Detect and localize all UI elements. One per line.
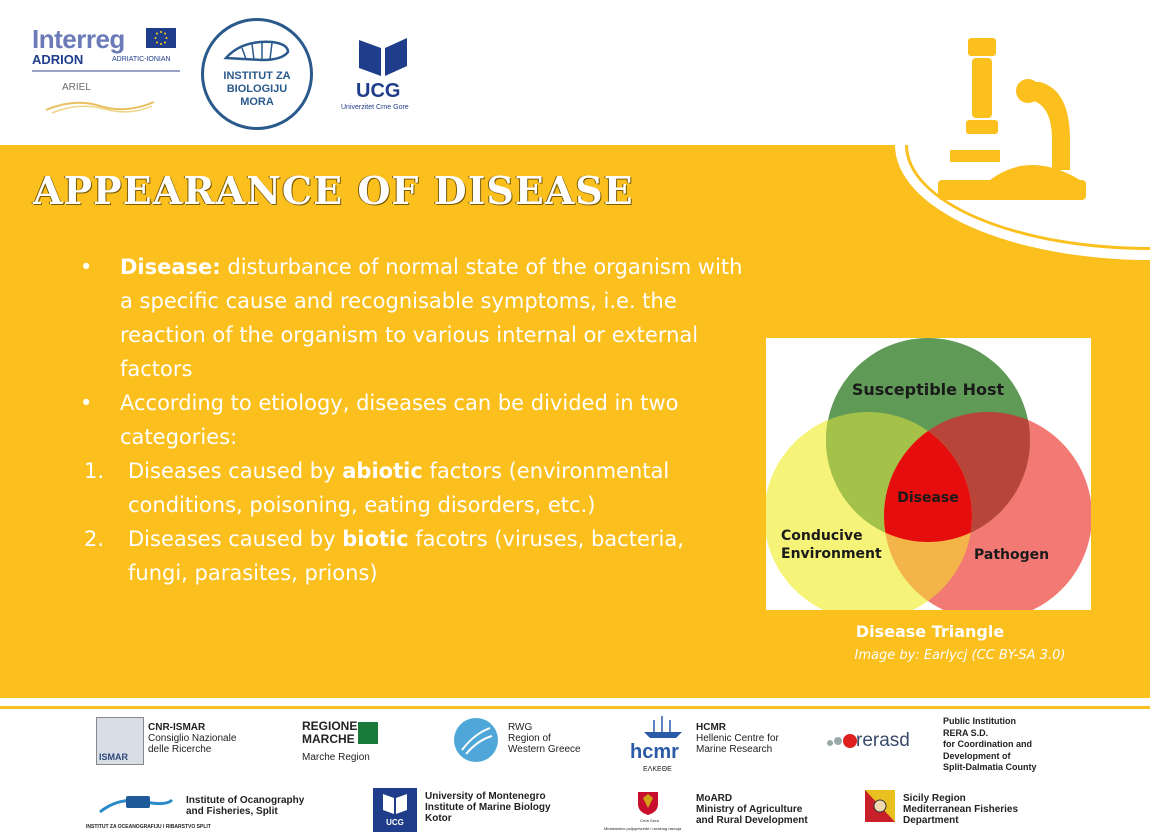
bullet-marker: • [80, 255, 93, 279]
partner-moard [696, 793, 808, 826]
partner-cnr-ismar [148, 722, 236, 755]
ibm-line-1: INSTITUT ZA [223, 70, 291, 82]
figure-credit: Image by: Earlycj (CC BY-SA 3.0) [854, 648, 1066, 663]
ariel-project-name: ARIEL [62, 82, 91, 93]
item-text-pre: Diseases caused by [128, 527, 343, 551]
partner-rwg [508, 722, 581, 755]
partner-name: Sicily Region [903, 793, 966, 804]
bullet-marker: • [80, 391, 93, 415]
ibm-line-3: MORA [240, 96, 274, 108]
partner-line: Institute of Marine Biology [425, 802, 551, 813]
ariel-wave-icon [44, 96, 156, 114]
partner-name: University of Montenegro [425, 791, 546, 802]
partner-line: Development of [943, 750, 1011, 761]
ucg-footer-logo-icon [373, 788, 417, 832]
microscope-icon [930, 30, 1090, 205]
bullet-text: According to etiology, diseases can be divided in two categories: [120, 391, 679, 449]
number-marker: 2. [84, 527, 105, 551]
ucg-logo-text: UCG [356, 80, 401, 102]
partner-line: Region of [508, 733, 551, 744]
bullet-text: disturbance of normal state of the organism with a specific cause and recognisable symptoms, i.e. the reaction of the organism to various internal or external factors [120, 255, 743, 381]
partner-hcmr [696, 722, 779, 755]
divider [32, 70, 180, 72]
environment-label-2: Environment [781, 546, 882, 562]
numbered-item [80, 454, 750, 522]
partner-line: for Coordination and [943, 739, 1032, 749]
montenegro-coat-of-arms-icon [636, 788, 660, 816]
partner-line: RERA S.D. [943, 727, 989, 738]
rwg-logo-icon [452, 716, 500, 764]
book-icon [355, 34, 411, 78]
moard-logo-subtitle: Ministarstvo poljoprivrede i ruralnog razvoja [604, 826, 682, 831]
partner-line: Kotor [425, 813, 452, 824]
partner-line: delle Ricerche [148, 744, 212, 755]
partner-name: MoARD [696, 793, 733, 804]
disease-label: Disease [897, 490, 959, 506]
partner-line: and Rural Development [696, 815, 808, 826]
ucg-footer-logo-text: UCG [386, 818, 404, 827]
item-term: biotic [342, 527, 409, 551]
numbered-item [80, 522, 750, 590]
partner-line: Split-Dalmatia County [943, 762, 1037, 772]
iof-logo-icon [96, 790, 176, 820]
interreg-logo-word: Interreg [32, 24, 125, 54]
ibm-line-2: BIOLOGIJU [226, 83, 288, 95]
rerasd-dots-icon [826, 733, 858, 749]
footer-accent-line [0, 706, 1150, 709]
partner-name: Institute of Ocanography [186, 795, 305, 806]
ship-icon [640, 714, 686, 740]
figure-caption: Disease Triangle [855, 622, 1005, 641]
hcmr-logo-subtitle: ΕΛΚΕΘΕ [643, 766, 672, 773]
hcmr-logo-text: hcmr [630, 741, 679, 763]
page-title: APPEARANCE OF DISEASE [33, 168, 634, 213]
interreg-program: ADRION [32, 52, 84, 67]
item-text-post: factors (environmental conditions, poisoning, eating disorders, etc.) [128, 459, 670, 517]
moard-logo-subtitle: Crna Gora [640, 818, 659, 823]
partner-line: Marche Region [302, 752, 370, 763]
ucg-logo-subtitle: Univerzitet Crne Gore [341, 104, 409, 111]
partner-name: REGIONE [302, 719, 358, 733]
shell-icon [222, 36, 292, 66]
rerasd-logo-text: rerasd [856, 730, 910, 751]
partner-rerasd [943, 716, 1037, 774]
partner-line: and Fisheries, Split [186, 806, 278, 817]
ismar-logo-icon [96, 717, 144, 765]
pathogen-label: Pathogen [974, 547, 1050, 563]
partner-name: Public Institution [943, 716, 1016, 726]
partner-name: MARCHE [302, 732, 355, 746]
item-text-pre: Diseases caused by [128, 459, 343, 483]
partner-line: Department [903, 815, 959, 826]
partner-iof [186, 795, 304, 817]
partner-marche [302, 720, 357, 746]
item-term: abiotic [342, 459, 423, 483]
environment-label-1: Conducive [781, 528, 863, 544]
partner-name: HCMR [696, 722, 726, 733]
slide-body [80, 250, 750, 590]
ismar-logo-text: ISMAR [99, 752, 128, 762]
partner-line: Western Greece [508, 744, 581, 755]
host-label: Susceptible Host [851, 380, 1005, 399]
number-marker: 1. [84, 459, 105, 483]
partner-sicily [903, 793, 1018, 826]
sicily-trinacria-icon [863, 788, 897, 824]
partner-line: Mediterranean Fisheries [903, 804, 1019, 815]
iof-logo-subtitle: INSTITUT ZA OCEANOGRAFIJU I RIBARSTVO SPLIT [86, 824, 211, 830]
disease-triangle-venn [766, 338, 1091, 610]
ibm-logo-text [201, 70, 313, 109]
bullet-item [80, 386, 750, 454]
eu-flag-icon [146, 28, 176, 48]
partner-line: Ministry of Agriculture [696, 804, 803, 815]
interreg-region: ADRIATIC-IONIAN [112, 56, 171, 63]
partner-line: Hellenic Centre for [696, 733, 779, 744]
partner-ucg [425, 791, 551, 824]
bullet-item [80, 250, 750, 386]
marche-shield-icon [358, 722, 378, 744]
partner-line: Consiglio Nazionale [148, 733, 237, 744]
book-icon [373, 788, 417, 818]
item-text-post: facotrs (viruses, bacteria, fungi, parasites, prions) [128, 527, 684, 585]
partner-line: Marine Research [696, 744, 773, 755]
bullet-term: Disease: [120, 255, 221, 279]
partner-name: CNR-ISMAR [148, 722, 206, 733]
partner-name: RWG [508, 722, 533, 733]
